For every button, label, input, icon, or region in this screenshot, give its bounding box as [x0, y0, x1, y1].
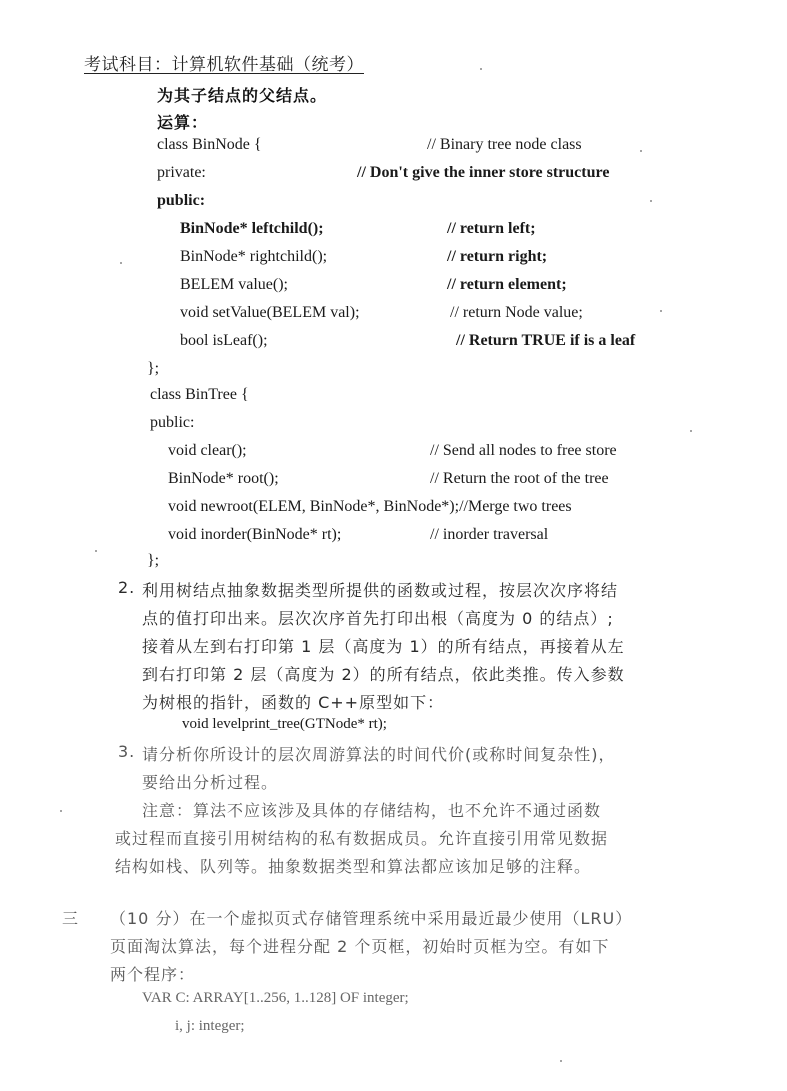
code-line: public:: [157, 192, 206, 209]
note-line: 注意：算法不应该涉及具体的存储结构，也不允许不通过函数: [142, 801, 602, 820]
section-text-line: （10 分）在一个虚拟页式存储管理系统中采用最近最少使用（LRU）: [110, 909, 633, 928]
code-line: bool isLeaf();: [172, 332, 268, 349]
section-text-line: 页面淘汰算法，每个进程分配 2 个页框，初始时页框为空。有如下: [110, 937, 610, 956]
code-line: BinNode* root();: [160, 470, 279, 487]
note-line: 或过程而直接引用树结构的私有数据成员。允许直接引用常见数据: [115, 829, 609, 848]
code-comment: // inorder traversal: [430, 526, 549, 543]
scan-speck: [95, 550, 97, 552]
code-line: void setValue(BELEM val);: [172, 304, 360, 321]
question-text-line: 要给出分析过程。: [142, 773, 279, 792]
section-number: 三: [62, 909, 80, 928]
code-line: };: [147, 360, 160, 377]
section-text-line: 两个程序：: [110, 965, 196, 984]
code-comment: // return element;: [447, 276, 567, 293]
code-line: VAR C: ARRAY[1..256, 1..128] OF integer;: [142, 990, 409, 1006]
question-text-line: 点的值打印出来。层次次序首先打印出根（高度为 0 的结点）;: [142, 609, 614, 628]
code-line: BinNode* rightchild();: [172, 248, 328, 265]
question-text-line: 接着从左到右打印第 1 层（高度为 1）的所有结点，再接着从左: [142, 637, 625, 656]
scan-speck: [660, 310, 662, 312]
code-comment: // Return the root of the tree: [430, 470, 609, 487]
operations-label: 运算：: [157, 113, 209, 132]
code-comment: // Don't give the inner store structure: [357, 164, 610, 181]
code-comment: // return left;: [447, 220, 536, 237]
code-line: void inorder(BinNode* rt);: [160, 526, 342, 543]
code-line: void newroot(ELEM, BinNode*, BinNode*);//Merge two trees: [160, 498, 572, 515]
code-comment: // Binary tree node class: [427, 136, 582, 153]
scan-speck: [120, 262, 122, 264]
scan-speck: [640, 150, 642, 152]
code-comment: // return right;: [447, 248, 548, 265]
question-text-line: 为树根的指针，函数的 C++原型如下：: [142, 693, 445, 712]
question-text-line: 利用树结点抽象数据类型所提供的函数或过程，按层次次序将结: [142, 581, 619, 600]
intro-line: 为其子结点的父结点。: [157, 86, 328, 105]
question-number: 2.: [118, 578, 136, 597]
function-prototype: void levelprint_tree(GTNode* rt);: [182, 716, 387, 732]
exam-subject-header: 考试科目：计算机软件基础（统考）: [84, 55, 364, 75]
scan-speck: [60, 810, 62, 812]
code-comment: // Send all nodes to free store: [430, 442, 617, 459]
code-line: BinNode* leftchild();: [172, 220, 324, 237]
code-line: class BinNode {: [157, 136, 262, 153]
note-line: 结构如栈、队列等。抽象数据类型和算法都应该加足够的注释。: [115, 857, 592, 876]
code-line: class BinTree {: [150, 386, 249, 403]
question-text-line: 到右打印第 2 层（高度为 2）的所有结点，依此类推。传入参数: [142, 665, 625, 684]
code-line: public:: [150, 414, 195, 431]
code-line: };: [147, 552, 160, 569]
code-line: private:: [157, 164, 206, 181]
scan-speck: [650, 200, 652, 202]
code-line: void clear();: [160, 442, 247, 459]
code-line: i, j: integer;: [175, 1018, 245, 1034]
question-number: 3.: [118, 742, 136, 761]
question-text-line: 请分析你所设计的层次周游算法的时间代价(或称时间复杂性)，: [142, 745, 616, 764]
scan-speck: [480, 68, 482, 70]
scan-speck: [690, 430, 692, 432]
code-comment: // Return TRUE if is a leaf: [456, 332, 636, 349]
code-comment: // return Node value;: [450, 304, 583, 321]
scan-speck: [560, 1060, 562, 1062]
code-line: BELEM value();: [172, 276, 288, 293]
